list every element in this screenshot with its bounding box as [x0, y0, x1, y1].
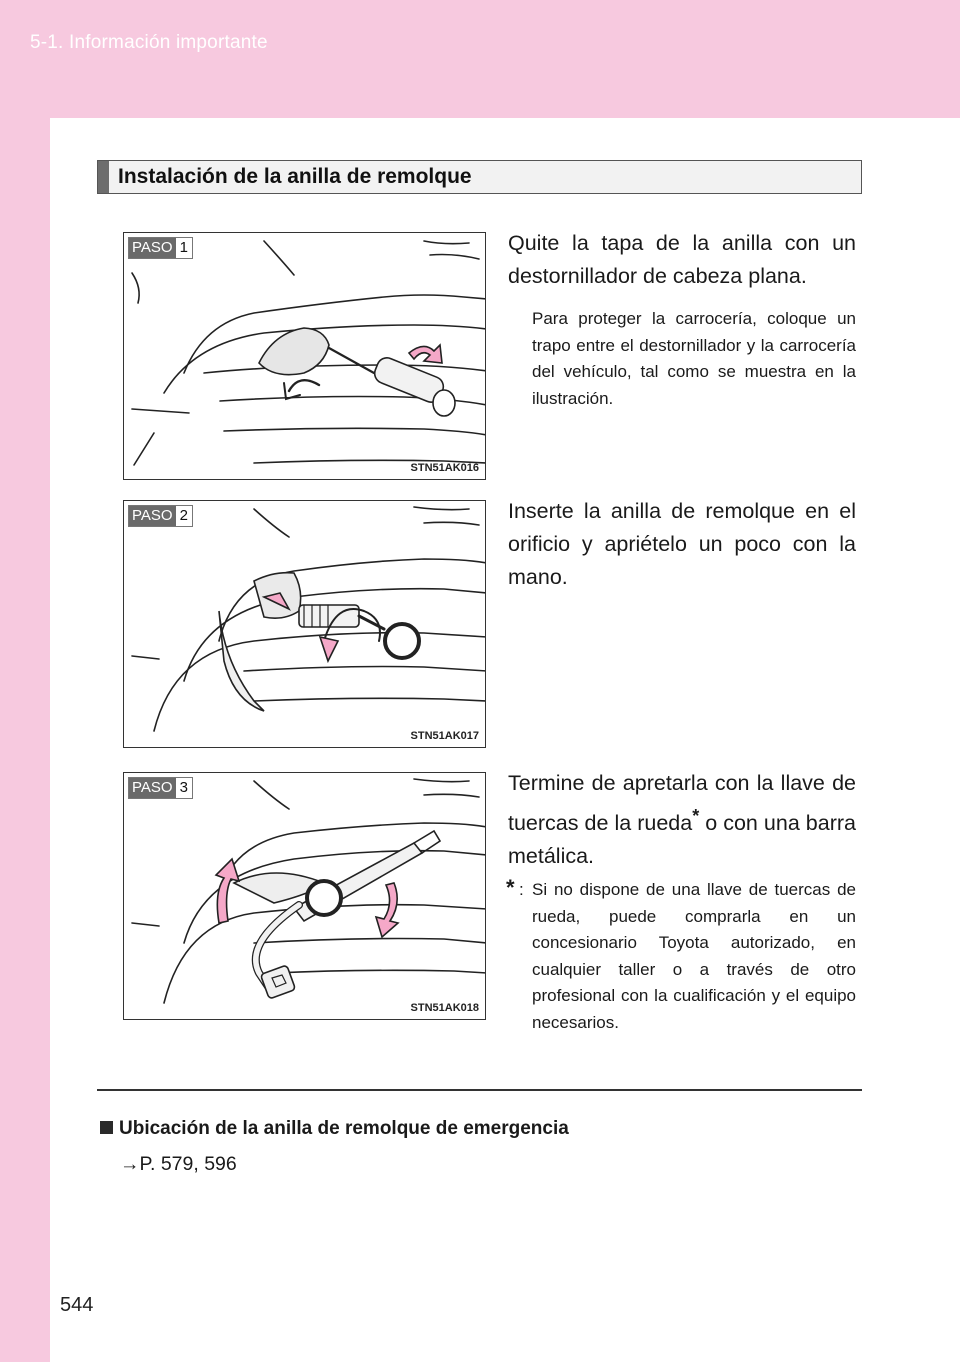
- step-3-text: [508, 767, 856, 873]
- step-3-text-after: o con una barra metálica.: [508, 811, 856, 869]
- step-3-text-before: Termine de apretarla con la llave de tuercas de la rueda: [508, 771, 856, 836]
- step-badge-label: PASO: [129, 238, 176, 258]
- footnote-marker: *: [692, 806, 700, 826]
- subsection-heading: [100, 1118, 569, 1140]
- footnote-text: Si no dispone de una llave de tuercas de rueda, puede comprarla en un concesionario Toyota autorizado, en cualquier taller o a través de otro profesional con la cualificación y el equipo necesarios.: [532, 880, 856, 1032]
- side-band: [0, 118, 50, 1362]
- section-title: Instalación de la anilla de remolque: [118, 165, 472, 188]
- step-2-illustration: [123, 500, 486, 748]
- step-1-illustration: [123, 232, 486, 480]
- square-bullet-icon: [100, 1121, 113, 1134]
- header-band: [0, 0, 960, 118]
- step-3-badge: [128, 777, 193, 799]
- figure-code: STN51AK017: [410, 730, 479, 742]
- figure-code: STN51AK018: [410, 1002, 479, 1014]
- step-1-subtext: Para proteger la carrocería, coloque un trapo entre el destornillador y la carrocería del vehículo, tal como se muestra en la ilustración.: [532, 309, 856, 408]
- step-2-badge: [128, 505, 193, 527]
- step-badge-label: PASO: [129, 778, 176, 798]
- step-1-badge: [128, 237, 193, 259]
- page-reference: →P. 579, 596: [120, 1153, 237, 1175]
- footnote-colon: :: [519, 880, 524, 899]
- chapter-title: 5-1. Información importante: [30, 32, 268, 53]
- step-2-text: Inserte la anilla de remolque en el orificio y apriételo un poco con la mano.: [508, 499, 856, 589]
- step-3-illustration: [123, 772, 486, 1020]
- step-badge-number: 2: [176, 506, 192, 526]
- page-number: 544: [60, 1294, 94, 1316]
- footnote: [506, 877, 856, 1036]
- subsection-title: Ubicación de la anilla de remolque de emergencia: [119, 1118, 569, 1139]
- step-badge-number: 1: [176, 238, 192, 258]
- figure-code: STN51AK016: [410, 462, 479, 474]
- section-header: [97, 160, 862, 194]
- divider: [97, 1089, 862, 1091]
- step-badge-label: PASO: [129, 506, 176, 526]
- step-1-text: Quite la tapa de la anilla con un destornillador de cabeza plana.: [508, 231, 856, 288]
- step-badge-number: 3: [176, 778, 192, 798]
- section-header-bar: [98, 161, 109, 193]
- footnote-star: *: [506, 875, 515, 900]
